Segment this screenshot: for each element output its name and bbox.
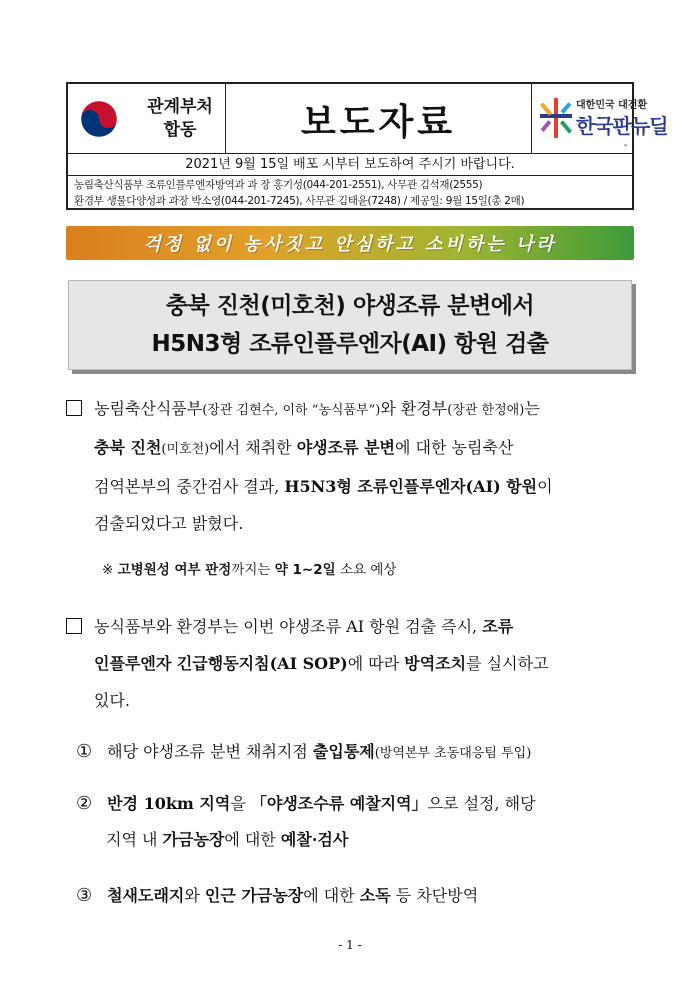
joint-line-2: 합동 — [163, 120, 197, 140]
text-span: 등 차단방역 — [390, 886, 479, 905]
text-span: 농식품부와 환경부는 이번 야생조류 AI 항원 검출 즉시, — [94, 617, 483, 636]
text-span: 에 대한 농림축산 — [395, 438, 514, 457]
paragraph-2 — [66, 608, 640, 719]
embargo-notice: 2021년 9월 15일 배포 시부터 보도하여 주시기 바랍니다. — [68, 154, 632, 176]
contact-line-1: 농림축산식품부 조류인플루엔자방역과 과 장 홍기성(044-201-2551), 사무관 김석재(2555) — [74, 179, 483, 191]
text-span: 방역조치 — [404, 654, 467, 673]
paragraph-1 — [66, 390, 640, 542]
contact-line-2: 환경부 생물다양성과 과장 박소영(044-201-7245), 사무관 김태윤(7248) / 제공일: 9월 15일(총 2매) — [74, 195, 525, 207]
text-span: 와 — [380, 399, 401, 418]
list-item — [76, 734, 646, 772]
reference-mark: ※ — [102, 562, 114, 578]
text-span: (장관 김현수, 이하 “농식품부”) — [202, 403, 381, 418]
text-span: 으로 설정, 해당 — [427, 794, 536, 813]
text-span: 농림축산식품부 — [94, 399, 203, 418]
text-span: 「야생조수류 예찰지역」 — [250, 794, 428, 813]
paragraph-1-line-2 — [66, 429, 640, 468]
item-2-line-2 — [76, 822, 646, 858]
headline-line-1: 충북 진천(미호천) 야생조류 분변에서 — [165, 293, 535, 319]
text-span: 에 따라 — [347, 654, 405, 673]
checkbox-square-icon — [66, 618, 82, 634]
item-number: ③ — [76, 885, 93, 906]
text-span: 환경부 — [400, 399, 448, 418]
press-release-header — [66, 82, 668, 210]
paragraph-1-line-3 — [66, 468, 640, 505]
joint-line-1: 관계부처 — [147, 97, 213, 117]
paragraph-1-line-1 — [66, 390, 640, 429]
paragraph-2-line-3 — [66, 682, 640, 719]
text-span: 충북 진천 — [94, 438, 162, 457]
slogan-banner — [66, 226, 634, 260]
text-span: 있다. — [94, 691, 130, 710]
text-span: (미호천) — [161, 442, 210, 457]
item-number: ② — [76, 793, 93, 814]
text-span: 해당 야생조류 분변 채취지점 — [107, 742, 313, 761]
contact-info — [68, 176, 632, 210]
text-span: 철새도래지 — [107, 886, 185, 905]
new-deal-logo-icon — [538, 96, 574, 140]
text-span: (장관 한정애) — [447, 403, 525, 418]
text-span: 를 실시하고 — [466, 654, 549, 673]
text-span: 가금농장 — [162, 830, 225, 849]
text-span: 출입통제 — [312, 742, 375, 761]
logo-name: 한국판뉴딜 — [576, 114, 668, 138]
note — [102, 560, 396, 580]
text-span: 에서 채취한 — [209, 438, 297, 457]
text-span: 와 — [184, 886, 205, 905]
text-span: 소요 예상 — [335, 562, 397, 578]
text-span: 예찰·검사 — [280, 830, 349, 849]
text-span: 반경 10km 지역 — [107, 794, 231, 813]
text-span: 야생조류 분변 — [296, 438, 395, 457]
government-cell — [68, 84, 226, 154]
logo-cell — [532, 84, 668, 154]
document-title: 보도자료 — [300, 101, 457, 143]
text-span: 에 대한 — [303, 886, 360, 905]
logo-dash: - — [624, 140, 628, 151]
text-span: 는 — [524, 399, 540, 418]
text-span: 인근 가금농장 — [204, 886, 304, 905]
text-span: 조류 — [482, 617, 514, 636]
item-2-line-1 — [76, 786, 646, 822]
text-span: (방역본부 초동대응팀 투입) — [374, 746, 532, 761]
item-number: ① — [76, 741, 93, 762]
checkbox-square-icon — [66, 400, 82, 416]
text-span: 검출되었다고 밝혔다. — [94, 514, 244, 533]
text-span: 약 1∼2일 — [274, 562, 336, 578]
text-span: 고병원성 여부 판정 — [117, 562, 232, 578]
logo-tagline: 대한민국 대전환 — [576, 100, 648, 111]
paragraph-2-line-2 — [66, 645, 640, 682]
headline-line-2: H5N3형 조류인플루엔자(AI) 항원 검출 — [151, 331, 549, 357]
paragraph-2-line-1 — [66, 608, 640, 645]
text-span: 까지는 — [231, 562, 275, 578]
taegeuk-emblem-icon — [80, 100, 118, 138]
text-span: 이 — [537, 477, 553, 496]
headline-box — [68, 280, 632, 370]
joint-ministries-label — [138, 96, 222, 142]
text-span: 소독 — [359, 886, 391, 905]
text-span: 에 대한 — [224, 830, 281, 849]
slogan-text: 걱정 없이 농사짓고 안심하고 소비하는 나라 — [143, 234, 557, 255]
list-item — [76, 786, 646, 858]
header-top-row — [68, 84, 668, 154]
text-span: 을 — [230, 794, 251, 813]
title-cell — [226, 84, 532, 154]
paragraph-1-line-4 — [66, 505, 640, 542]
list-item — [76, 878, 646, 914]
text-span: H5N3형 조류인플루엔자(AI) 항원 — [284, 477, 538, 496]
text-span: 인플루엔자 긴급행동지침(AI SOP) — [94, 654, 348, 673]
text-span: 지역 내 — [106, 830, 163, 849]
text-span: 검역본부의 중간검사 결과, — [94, 477, 285, 496]
page-number: - 1 - — [338, 938, 362, 952]
